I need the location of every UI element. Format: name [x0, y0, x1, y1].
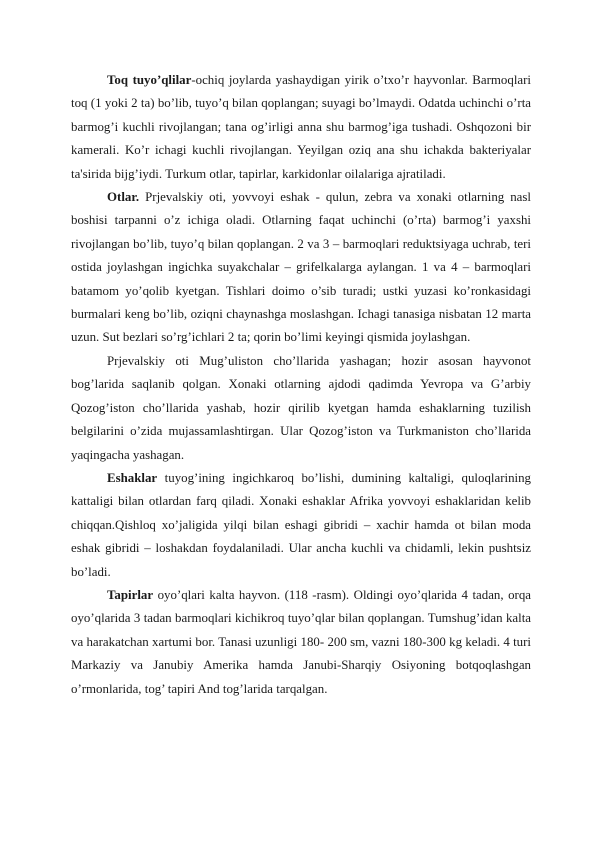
paragraph-otlar: [71, 186, 531, 350]
paragraph-prjevalskiy: [71, 350, 531, 467]
term-otlar: Otlar.: [107, 190, 140, 205]
paragraph-text: tuyog’ining ingichkaroq bo’lishi, dumining kaltaligi, quloqlarining kattaligi bilan otlardan farq qiladi. Xonaki eshaklar Afrika yovvoyi eshaklaridan kelib chiqqan.Qishloq xo’jaligida yilqi bilan eshagi gibridi – xachir hamda ot bilan moda eshak gibridi – loshakdan foydalaniladi. Ular ancha kuchli va chidamli, lekin pushtsiz bo’ladi.: [71, 470, 531, 579]
paragraph-tapirlar: [71, 584, 531, 701]
paragraph-text: oyo’qlari kalta hayvon. (118 -rasm). Oldingi oyo’qlarida 4 tadan, orqa oyo’qlarida 3 tadan barmoqlari kichikroq tuyo’qlar bilan qoplangan. Tumshug’idan kalta va harakatchan xartumi bor. Tanasi uzunligi 180- 200 sm, vazni 180-300 kg keladi. 4 turi Markaziy va Janubiy Amerika hamda Janubi-Sharqiy Osiyoning botqoqlashgan o’rmonlarida, tog’ tapiri And tog’larida tarqalgan.: [71, 587, 531, 696]
term-toq-tuyoqlilar: Toq tuyo’qlilar: [107, 73, 192, 87]
document-page: [71, 69, 531, 701]
paragraph-toq-tuyoqlilar: [71, 69, 531, 186]
paragraph-text: Prjevalskiy oti, yovvoyi eshak - qulun, zebra va xonaki otlarning nasl boshisi tarpanni o’z ichiga oladi. Otlarning faqat uchinchi (o’rta) barmog’i yaxshi rivojlangan bo’lib, tuyo’q bilan qoplangan. 2 va 3 – barmoqlari reduktsiyaga uchrab, teri ostida joylashgan ingichka suyakchalar – grifelkalarga aylangan. 1 va 4 – barmoqlari batamom yo’qolib kyetgan. Tishlari doimo o’sib turadi; ustki yuzasi ko’ronkasidagi burmalari keng bo’lib, oziqni chaynashga moslashgan. Ichagi tanasiga nisbatan 12 marta uzun. Sut bezlari so’rg’ichlari 2 ta; qorin bo’limi keyingi qismida joylashgan.: [71, 190, 531, 345]
term-eshaklar: Eshaklar: [107, 470, 158, 485]
term-tapirlar: Tapirlar: [107, 587, 154, 602]
paragraph-text: Prjevalskiy oti Mug’uliston cho’llarida yashagan; hozir asosan hayvonot bog’larida saqlanib qolgan. Xonaki otlarning ajdodi qadimda Yevropa va G’arbiy Qozog’iston cho’llarida yashab, hozir qirilib kyetgan hamda eshaklarning tuzilish belgilarini o’zida mujassamlashtirgan. Ular Qozog’iston va Turkmaniston cho’llarida yaqingacha yashagan.: [71, 353, 531, 462]
paragraph-eshaklar: [71, 467, 531, 584]
paragraph-text: -ochiq joylarda yashaydigan yirik o’txo’r hayvonlar. Barmoqlari toq (1 yoki 2 ta) bo’lib, tuyo’q bilan qoplangan; suyagi bo’lmaydi. Odatda uchinchi o’rta barmog’i kuchli rivojlangan; tana og’irligi anna shu barmog’iga tushadi. Oshqozoni bir kamerali. Ko’r ichagi kuchli rivojlangan. Yeyilgan oziq ana shu ichakda bakteriyalar ta'sirida bijg’iydi. Turkum otlar, tapirlar, karkidonlar oilalariga ajratiladi.: [71, 73, 531, 181]
